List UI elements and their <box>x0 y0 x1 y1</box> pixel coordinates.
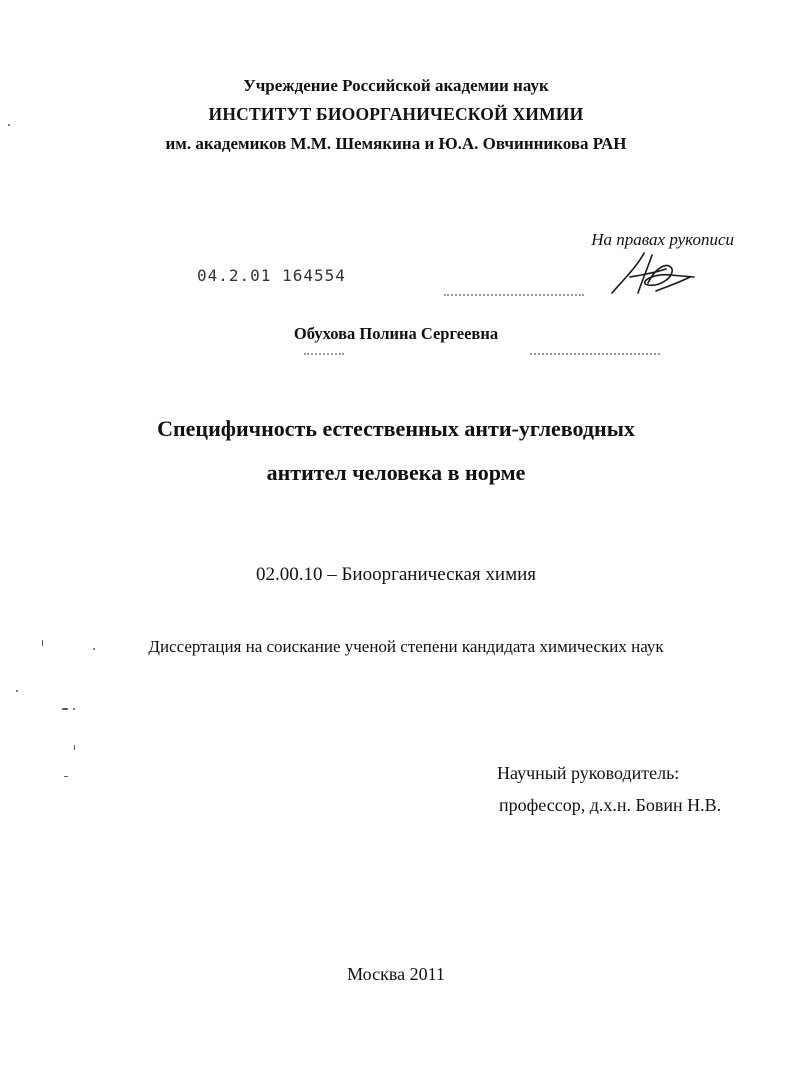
supervisor-label: Научный руководитель: <box>497 763 680 783</box>
scan-speck <box>42 640 43 646</box>
institution-name: ИНСТИТУТ БИООРГАНИЧЕСКОЙ ХИМИИ <box>208 104 584 124</box>
institution-line-3: им. академиков М.М. Шемякина и Ю.А. Овчинникова РАН <box>165 134 627 153</box>
degree-statement: Диссертация на соискание ученой степени кандидата химических наук <box>148 637 664 656</box>
supervisor-name: профессор, д.х.н. Бовин Н.В. <box>499 795 722 815</box>
author-name: Обухова Полина Сергеевна <box>293 324 499 343</box>
scan-noise <box>304 353 344 357</box>
registration-stamp: 04.2.01 164554 <box>197 266 346 285</box>
signature-icon <box>608 247 696 303</box>
scan-speck <box>73 708 75 710</box>
institution-line-1: Учреждение Российской академии наук <box>243 76 549 95</box>
specialty: 02.00.10 – Биоорганическая химия <box>256 564 536 585</box>
scan-speck <box>74 745 75 750</box>
dissertation-title-line-2: антител человека в норме <box>266 460 526 485</box>
scan-noise <box>444 294 584 298</box>
supervisor-block <box>497 757 721 821</box>
scan-speck <box>64 776 68 777</box>
city-year: Москва 2011 <box>347 964 445 984</box>
dissertation-title-line-1: Специфичность естественных анти-углеводных <box>157 416 635 441</box>
scan-speck <box>16 690 18 692</box>
scan-speck <box>8 124 10 126</box>
scan-noise <box>530 353 660 357</box>
rights-note: На правах рукописи <box>591 230 734 249</box>
scan-speck <box>62 708 68 710</box>
scan-speck <box>93 648 95 650</box>
